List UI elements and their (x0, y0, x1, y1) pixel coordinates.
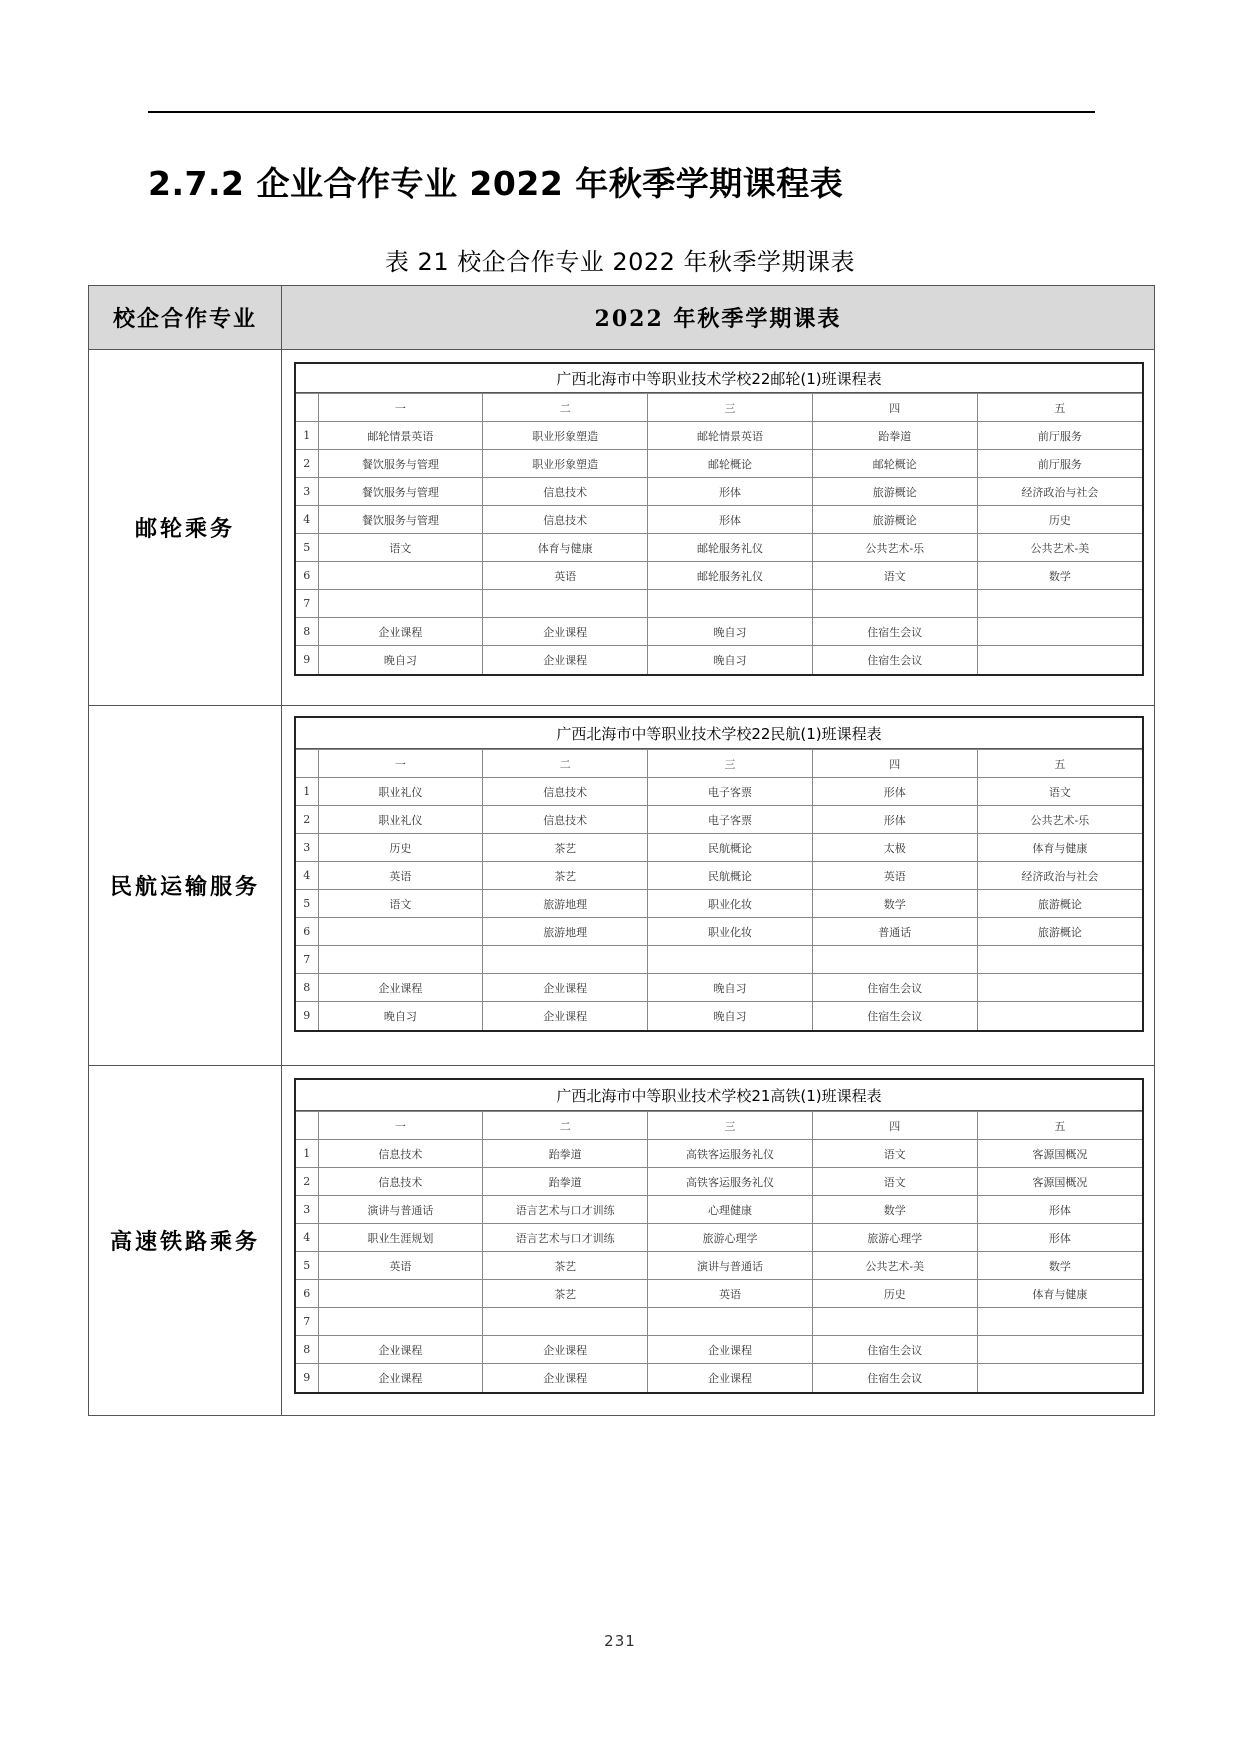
period-number: 8 (296, 1336, 318, 1364)
course-cell: 旅游心理学 (648, 1224, 813, 1252)
course-cell: 邮轮情景英语 (648, 422, 813, 450)
course-cell: 公共艺术-乐 (977, 806, 1142, 834)
course-cell (977, 974, 1142, 1002)
course-cell: 晚自习 (318, 646, 483, 674)
course-cell: 语言艺术与口才训练 (483, 1196, 648, 1224)
course-cell: 企业课程 (483, 646, 648, 674)
course-cell (483, 590, 648, 618)
course-cell (812, 1308, 977, 1336)
schedule-row (296, 806, 1142, 834)
period-number: 3 (296, 1196, 318, 1224)
course-cell: 形体 (812, 806, 977, 834)
course-cell: 信息技术 (483, 806, 648, 834)
course-cell (648, 1308, 813, 1336)
outer-row (89, 1066, 1155, 1416)
schedule-grid (296, 1111, 1142, 1392)
schedule-row (296, 1140, 1142, 1168)
period-corner (296, 750, 318, 778)
header-schedule: 2022 年秋季学期课表 (282, 286, 1155, 350)
course-cell: 旅游地理 (483, 890, 648, 918)
schedule-row (296, 778, 1142, 806)
schedule-row (296, 618, 1142, 646)
schedule-row (296, 1252, 1142, 1280)
course-cell: 语文 (812, 1168, 977, 1196)
course-cell (977, 1336, 1142, 1364)
course-cell: 历史 (812, 1280, 977, 1308)
schedule-row (296, 534, 1142, 562)
course-cell: 公共艺术-乐 (812, 534, 977, 562)
schedule-row (296, 1196, 1142, 1224)
course-cell: 电子客票 (648, 778, 813, 806)
schedule-row (296, 1168, 1142, 1196)
course-cell: 数学 (812, 1196, 977, 1224)
course-cell: 英语 (483, 562, 648, 590)
course-cell: 体育与健康 (977, 1280, 1142, 1308)
course-cell: 信息技术 (483, 778, 648, 806)
course-cell: 企业课程 (483, 618, 648, 646)
schedule-row (296, 1336, 1142, 1364)
course-cell: 晚自习 (318, 1002, 483, 1030)
course-cell: 职业化妆 (648, 890, 813, 918)
course-cell: 住宿生会议 (812, 974, 977, 1002)
course-cell: 数学 (977, 562, 1142, 590)
course-cell: 形体 (812, 778, 977, 806)
course-cell: 信息技术 (483, 478, 648, 506)
course-cell: 形体 (977, 1224, 1142, 1252)
period-number: 8 (296, 974, 318, 1002)
schedule-row (296, 1224, 1142, 1252)
course-cell: 茶艺 (483, 1280, 648, 1308)
course-cell: 电子客票 (648, 806, 813, 834)
day-header: 二 (483, 750, 648, 778)
header-major: 校企合作专业 (89, 286, 282, 350)
course-cell: 旅游地理 (483, 918, 648, 946)
course-cell (483, 1308, 648, 1336)
period-number: 4 (296, 1224, 318, 1252)
schedule-header-row (296, 394, 1142, 422)
period-number: 2 (296, 1168, 318, 1196)
course-cell: 邮轮服务礼仪 (648, 562, 813, 590)
schedule-row (296, 450, 1142, 478)
course-cell (977, 618, 1142, 646)
course-cell (318, 1280, 483, 1308)
course-cell (977, 1002, 1142, 1030)
schedule-row (296, 974, 1142, 1002)
course-cell (318, 946, 483, 974)
course-cell: 邮轮概论 (648, 450, 813, 478)
course-cell: 经济政治与社会 (977, 862, 1142, 890)
course-cell: 企业课程 (483, 1336, 648, 1364)
course-cell: 体育与健康 (483, 534, 648, 562)
course-cell: 跆拳道 (483, 1168, 648, 1196)
course-cell: 高铁客运服务礼仪 (648, 1168, 813, 1196)
day-header: 一 (318, 750, 483, 778)
course-cell: 邮轮服务礼仪 (648, 534, 813, 562)
course-cell: 餐饮服务与管理 (318, 506, 483, 534)
period-corner (296, 394, 318, 422)
period-number: 8 (296, 618, 318, 646)
top-rule (148, 111, 1095, 113)
course-cell: 公共艺术-美 (812, 1252, 977, 1280)
course-cell: 餐饮服务与管理 (318, 478, 483, 506)
course-cell: 职业化妆 (648, 918, 813, 946)
course-cell: 民航概论 (648, 834, 813, 862)
page-number: 231 (604, 1632, 636, 1650)
course-cell: 旅游概论 (977, 918, 1142, 946)
course-cell: 旅游概论 (812, 506, 977, 534)
course-cell: 普通话 (812, 918, 977, 946)
day-header: 五 (977, 750, 1142, 778)
schedule-grid (296, 749, 1142, 1030)
period-number: 9 (296, 1002, 318, 1030)
course-cell (812, 590, 977, 618)
course-cell: 旅游心理学 (812, 1224, 977, 1252)
course-cell: 数学 (977, 1252, 1142, 1280)
course-cell: 语文 (812, 562, 977, 590)
period-number: 3 (296, 478, 318, 506)
course-cell (318, 590, 483, 618)
day-header: 一 (318, 394, 483, 422)
course-cell: 晚自习 (648, 974, 813, 1002)
course-cell: 演讲与普通话 (648, 1252, 813, 1280)
course-cell: 住宿生会议 (812, 1364, 977, 1392)
course-cell: 企业课程 (483, 1002, 648, 1030)
course-cell: 数学 (812, 890, 977, 918)
period-number: 9 (296, 1364, 318, 1392)
course-cell: 茶艺 (483, 834, 648, 862)
period-number: 4 (296, 862, 318, 890)
schedule-row (296, 1002, 1142, 1030)
course-cell: 演讲与普通话 (318, 1196, 483, 1224)
schedule-row (296, 834, 1142, 862)
course-cell: 住宿生会议 (812, 1336, 977, 1364)
course-cell: 企业课程 (648, 1336, 813, 1364)
course-cell (977, 590, 1142, 618)
schedule-cell (282, 706, 1155, 1066)
major-label: 高速铁路乘务 (89, 1066, 282, 1416)
course-cell: 民航概论 (648, 862, 813, 890)
course-cell (977, 1308, 1142, 1336)
course-cell: 语文 (318, 890, 483, 918)
course-cell (648, 590, 813, 618)
course-cell: 公共艺术-美 (977, 534, 1142, 562)
course-cell: 语文 (812, 1140, 977, 1168)
course-cell: 住宿生会议 (812, 1002, 977, 1030)
course-cell (812, 946, 977, 974)
course-cell (483, 946, 648, 974)
course-cell: 语文 (977, 778, 1142, 806)
schedule-row (296, 1280, 1142, 1308)
outer-row (89, 350, 1155, 706)
course-cell: 历史 (318, 834, 483, 862)
table-caption: 表 21 校企合作专业 2022 年秋季学期课表 (384, 248, 856, 276)
course-cell: 晚自习 (648, 646, 813, 674)
course-cell (977, 646, 1142, 674)
schedule-cell (282, 1066, 1155, 1416)
schedule-row (296, 1308, 1142, 1336)
course-cell: 高铁客运服务礼仪 (648, 1140, 813, 1168)
schedule-cell (282, 350, 1155, 706)
schedule-row (296, 422, 1142, 450)
course-cell: 企业课程 (648, 1364, 813, 1392)
schedule-row (296, 478, 1142, 506)
course-cell: 邮轮概论 (812, 450, 977, 478)
class-schedule (294, 362, 1144, 676)
course-cell: 形体 (977, 1196, 1142, 1224)
outer-header-row (89, 286, 1155, 350)
course-cell: 英语 (318, 1252, 483, 1280)
schedule-row (296, 562, 1142, 590)
course-cell: 信息技术 (318, 1140, 483, 1168)
course-cell: 职业礼仪 (318, 806, 483, 834)
period-number: 6 (296, 918, 318, 946)
course-cell (648, 946, 813, 974)
course-cell (977, 946, 1142, 974)
course-cell (318, 562, 483, 590)
outer-row (89, 706, 1155, 1066)
course-cell: 晚自习 (648, 1002, 813, 1030)
major-label: 邮轮乘务 (89, 350, 282, 706)
course-cell: 企业课程 (318, 1364, 483, 1392)
course-cell: 旅游概论 (977, 890, 1142, 918)
period-number: 5 (296, 1252, 318, 1280)
period-number: 7 (296, 1308, 318, 1336)
schedule-row (296, 946, 1142, 974)
course-cell: 职业生涯规划 (318, 1224, 483, 1252)
course-cell: 企业课程 (318, 618, 483, 646)
course-cell: 历史 (977, 506, 1142, 534)
period-number: 4 (296, 506, 318, 534)
schedule-row (296, 506, 1142, 534)
period-number: 6 (296, 1280, 318, 1308)
day-header: 四 (812, 394, 977, 422)
day-header: 三 (648, 750, 813, 778)
class-schedule (294, 1078, 1144, 1394)
day-header: 四 (812, 1112, 977, 1140)
period-number: 1 (296, 422, 318, 450)
period-corner (296, 1112, 318, 1140)
course-cell: 信息技术 (483, 506, 648, 534)
day-header: 二 (483, 1112, 648, 1140)
period-number: 3 (296, 834, 318, 862)
period-number: 2 (296, 450, 318, 478)
course-cell: 晚自习 (648, 618, 813, 646)
class-schedule (294, 716, 1144, 1032)
course-cell: 前厅服务 (977, 450, 1142, 478)
course-cell: 心理健康 (648, 1196, 813, 1224)
schedule-row (296, 862, 1142, 890)
major-label: 民航运输服务 (89, 706, 282, 1066)
course-cell: 信息技术 (318, 1168, 483, 1196)
day-header: 三 (648, 394, 813, 422)
schedule-header-row (296, 1112, 1142, 1140)
course-cell: 住宿生会议 (812, 646, 977, 674)
day-header: 一 (318, 1112, 483, 1140)
course-cell: 跆拳道 (483, 1140, 648, 1168)
course-cell: 餐饮服务与管理 (318, 450, 483, 478)
day-header: 四 (812, 750, 977, 778)
schedule-title: 广西北海市中等职业技术学校21高铁(1)班课程表 (296, 1080, 1142, 1111)
course-cell: 语文 (318, 534, 483, 562)
period-number: 6 (296, 562, 318, 590)
schedule-title: 广西北海市中等职业技术学校22民航(1)班课程表 (296, 718, 1142, 749)
course-cell: 企业课程 (483, 974, 648, 1002)
course-cell: 英语 (318, 862, 483, 890)
course-cell: 体育与健康 (977, 834, 1142, 862)
day-header: 五 (977, 394, 1142, 422)
period-number: 1 (296, 1140, 318, 1168)
section-heading: 2.7.2 企业合作专业 2022 年秋季学期课程表 (148, 164, 844, 203)
day-header: 三 (648, 1112, 813, 1140)
course-cell: 跆拳道 (812, 422, 977, 450)
course-cell: 企业课程 (318, 1336, 483, 1364)
schedule-grid (296, 393, 1142, 674)
period-number: 9 (296, 646, 318, 674)
course-cell: 英语 (812, 862, 977, 890)
course-cell: 职业形象塑造 (483, 450, 648, 478)
course-cell: 邮轮情景英语 (318, 422, 483, 450)
course-cell (977, 1364, 1142, 1392)
schedule-header-row (296, 750, 1142, 778)
course-cell: 太极 (812, 834, 977, 862)
outer-table (88, 285, 1155, 1416)
period-number: 7 (296, 590, 318, 618)
course-cell: 英语 (648, 1280, 813, 1308)
schedule-title: 广西北海市中等职业技术学校22邮轮(1)班课程表 (296, 364, 1142, 393)
course-cell (318, 1308, 483, 1336)
course-cell: 前厅服务 (977, 422, 1142, 450)
course-cell: 企业课程 (483, 1364, 648, 1392)
course-cell: 客源国概况 (977, 1140, 1142, 1168)
course-cell: 旅游概论 (812, 478, 977, 506)
course-cell: 经济政治与社会 (977, 478, 1142, 506)
day-header: 五 (977, 1112, 1142, 1140)
course-cell: 形体 (648, 478, 813, 506)
day-header: 二 (483, 394, 648, 422)
schedule-row (296, 590, 1142, 618)
schedule-row (296, 1364, 1142, 1392)
course-cell: 住宿生会议 (812, 618, 977, 646)
schedule-row (296, 890, 1142, 918)
course-cell: 茶艺 (483, 1252, 648, 1280)
schedule-row (296, 918, 1142, 946)
period-number: 5 (296, 890, 318, 918)
course-cell: 客源国概况 (977, 1168, 1142, 1196)
period-number: 1 (296, 778, 318, 806)
course-cell: 职业礼仪 (318, 778, 483, 806)
course-cell: 职业形象塑造 (483, 422, 648, 450)
course-cell: 企业课程 (318, 974, 483, 1002)
schedule-row (296, 646, 1142, 674)
period-number: 7 (296, 946, 318, 974)
course-cell (318, 918, 483, 946)
course-cell: 茶艺 (483, 862, 648, 890)
period-number: 2 (296, 806, 318, 834)
course-cell: 形体 (648, 506, 813, 534)
course-cell: 语言艺术与口才训练 (483, 1224, 648, 1252)
period-number: 5 (296, 534, 318, 562)
